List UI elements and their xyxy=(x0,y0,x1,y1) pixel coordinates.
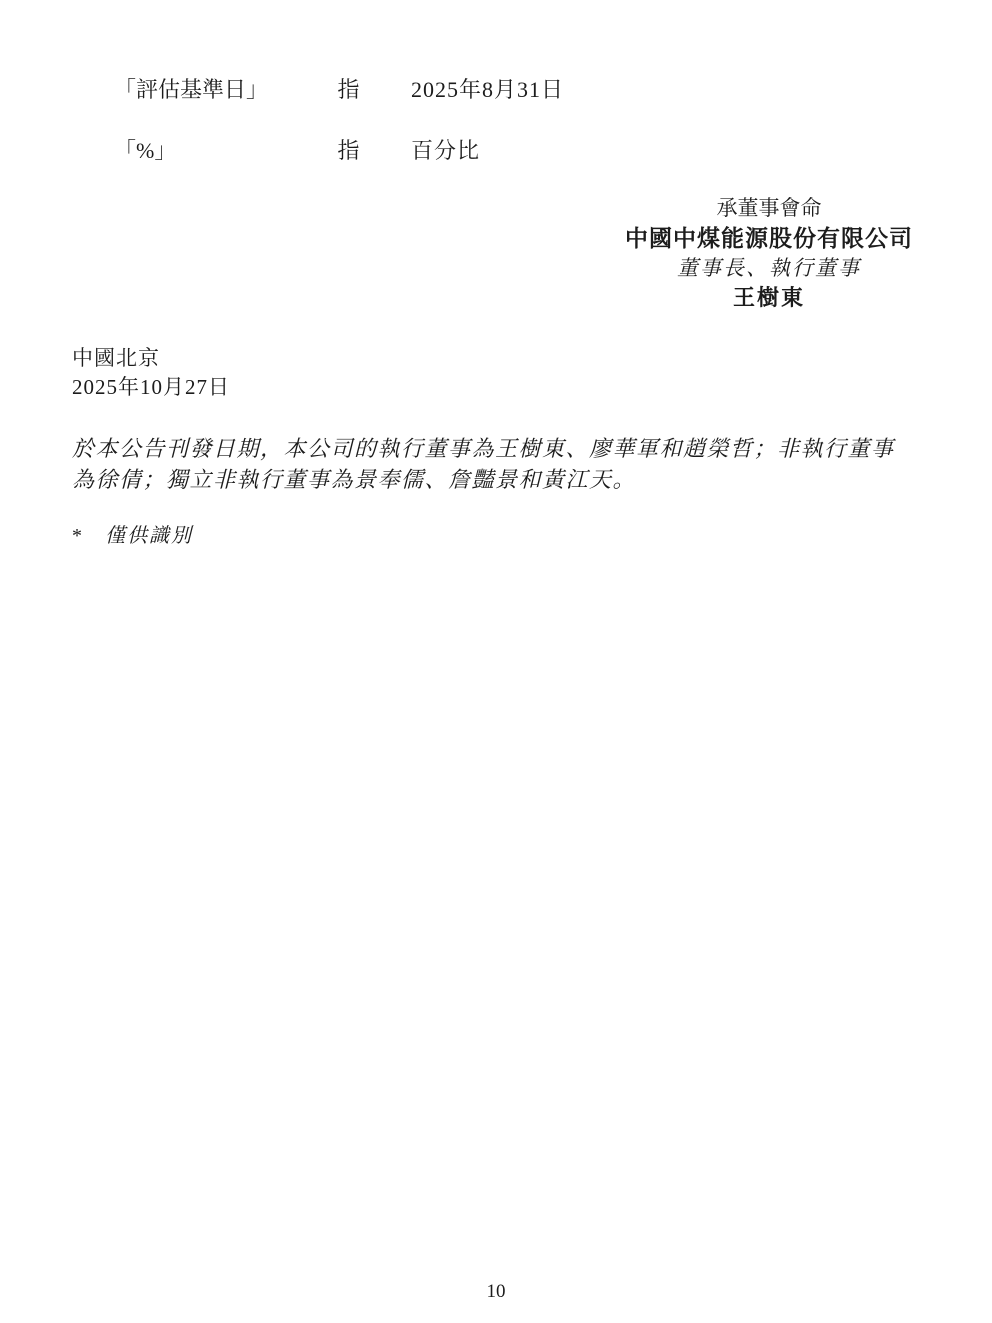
footnote-text: 僅供識別 xyxy=(105,525,193,547)
signature-signer-title: 董事長、執行董事 xyxy=(677,256,861,280)
definition-connector: 指 xyxy=(337,138,360,163)
page-number: 10 xyxy=(486,1281,506,1302)
footnote-asterisk-marker: * xyxy=(72,525,82,547)
dateline xyxy=(72,344,230,402)
definition-value: 百分比 xyxy=(411,138,481,163)
dateline-date: 2025年10月27日 xyxy=(72,375,230,399)
directors-note-line: 於本公告刊發日期，本公司的執行董事為王樹東、廖華軍和趙榮哲；非執行董事 xyxy=(72,436,895,461)
directors-note-line: 為徐倩；獨立非執行董事為景奉儒、詹豔景和黃江天。 xyxy=(72,467,637,492)
definition-term: 「評估基準日」 xyxy=(114,77,269,102)
signature-company-name: 中國中煤能源股份有限公司 xyxy=(625,225,913,251)
definition-row xyxy=(114,78,564,102)
definition-connector: 指 xyxy=(337,77,360,102)
signature-signer-name: 王樹東 xyxy=(732,285,805,310)
directors-note xyxy=(72,433,952,495)
definition-row xyxy=(114,139,480,163)
dateline-place: 中國北京 xyxy=(72,346,160,370)
footnote xyxy=(72,524,193,548)
signature-by-order: 承董事會命 xyxy=(716,196,822,220)
signature-block xyxy=(569,193,969,313)
definition-value: 2025年8月31日 xyxy=(411,77,565,102)
definition-term: 「%」 xyxy=(114,138,177,163)
